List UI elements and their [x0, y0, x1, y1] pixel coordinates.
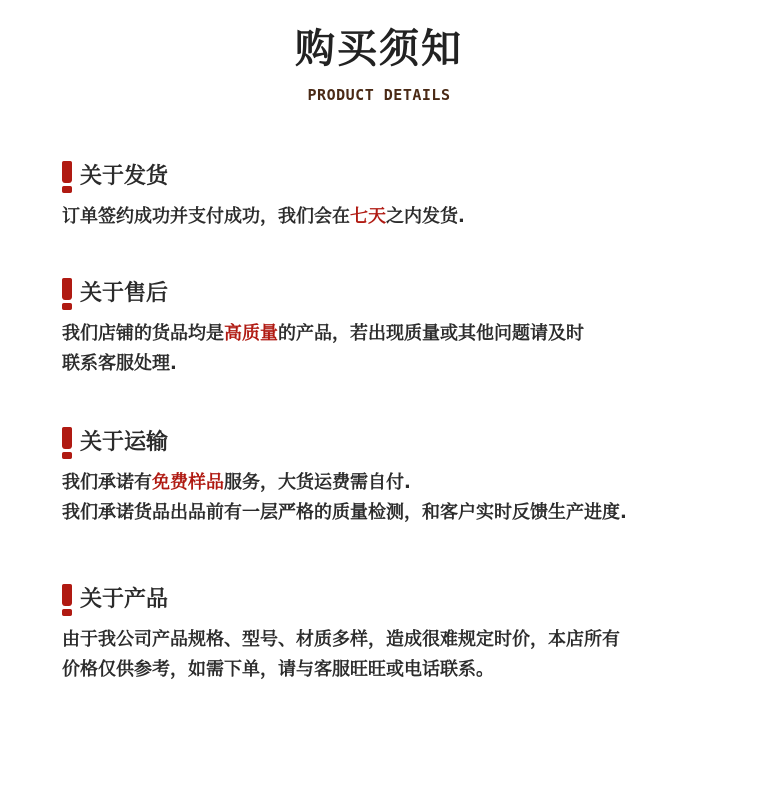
section-text-line: 联系客服处理. [62, 353, 177, 374]
section-title: 关于售后 [80, 281, 169, 306]
section-text-line: 我们承诺有免费样品服务，大货运费需自付. [62, 472, 411, 493]
section-text-line: 订单签约成功并支付成功，我们会在七天之内发货. [62, 206, 465, 227]
highlight-text: 高质量 [224, 323, 278, 344]
exclamation-mark-icon [62, 427, 72, 459]
section-title: 关于产品 [80, 587, 169, 612]
section-after-sales [62, 277, 752, 379]
exclamation-mark-icon [62, 584, 72, 616]
section-title: 关于运输 [80, 430, 169, 455]
section-heading [62, 426, 752, 460]
highlight-text: 七天 [350, 206, 386, 227]
section-shipping [62, 160, 752, 232]
highlight-text: 免费样品 [152, 472, 224, 493]
exclamation-mark-icon [62, 278, 72, 310]
exclamation-mark-icon [62, 161, 72, 193]
section-transport [62, 426, 752, 528]
section-title: 关于发货 [80, 164, 169, 189]
section-heading [62, 160, 752, 194]
page-title: 购买须知 [295, 26, 463, 72]
section-products [62, 583, 752, 685]
section-text-line: 我们店铺的货品均是高质量的产品，若出现质量或其他问题请及时 [62, 323, 584, 344]
section-heading [62, 583, 752, 617]
section-text-line: 我们承诺货品出品前有一层严格的质量检测，和客户实时反馈生产进度. [62, 502, 627, 523]
section-heading [62, 277, 752, 311]
section-text-line: 价格仅供参考，如需下单，请与客服旺旺或电话联系。 [62, 659, 494, 680]
section-text-line: 由于我公司产品规格、型号、材质多样，造成很难规定时价，本店所有 [62, 629, 620, 650]
page-subtitle: PRODUCT DETAILS [307, 86, 451, 104]
page-header [0, 18, 758, 104]
